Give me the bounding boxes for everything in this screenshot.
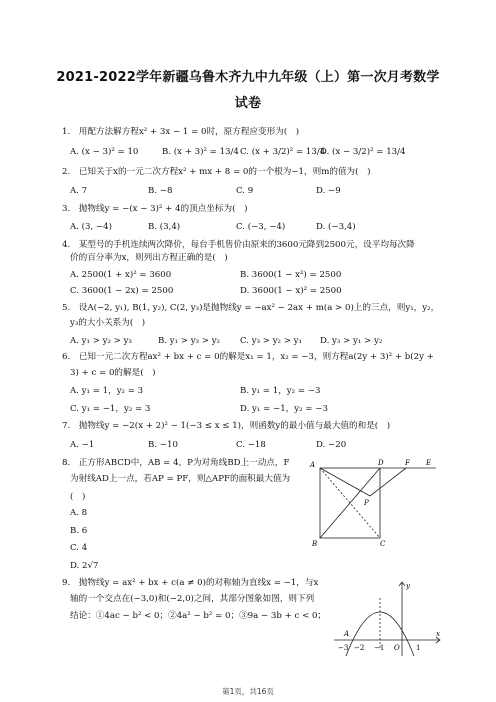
q5-option-b: B. y₁ > y₃ > y₂ — [158, 336, 221, 346]
label-e: E — [426, 459, 432, 467]
question-5-stem-line2: y₃的大小关系为( ) — [70, 318, 146, 328]
q7-option-c: C. −18 — [236, 440, 266, 450]
question-5-stem-line1: 5. 设A(−2, y₁), B(1, y₂), C(2, y₃)是抛物线y = −ax² − 2ax + m(a > 0)上的三点，则y₁，y₂， — [62, 303, 440, 313]
q5-option-a: A. y₁ > y₂ > y₃ — [70, 336, 132, 346]
question-8-stem-line1: 8. 正方形ABCD中，AB = 4，P为对角线BD上一动点，F — [62, 458, 290, 468]
question-2-stem: 2. 已知关于x的一元二次方程x² + mx + 8 = 0的一个根为−1，则m的值为( ) — [62, 167, 371, 177]
question-4-stem-line1: 4. 某型号的手机连续两次降价，每台手机售价由原来的3600元降到2500元，设平均每次降 — [62, 240, 415, 250]
q1-option-c: C. (x + 3/2)² = 13/4 — [240, 147, 326, 157]
tick-1: 1 — [416, 644, 421, 652]
q8-option-d: D. 2√7 — [70, 561, 99, 571]
q8-option-b: B. 6 — [70, 526, 88, 536]
q6-option-c: C. y₁ = −1，y₂ = 3 — [70, 404, 151, 414]
q4-option-c: C. 3600(1 − 2x) = 2500 — [70, 286, 174, 296]
question-9-stem-line3: 结论：①4ac − b² < 0；②4a² − b² = 0；③9a − 3b + c < 0； — [70, 611, 327, 621]
q3-option-b: B. (3,4) — [148, 222, 181, 232]
tick-minus-3: −3 — [338, 644, 349, 652]
q1-option-b: B. (x + 3)² = 13/4 — [162, 147, 239, 157]
label-point-a: A — [344, 630, 350, 638]
exam-title-line1: 2021-2022学年新疆乌鲁木齐九中九年级（上）第一次月考数学 — [56, 70, 440, 85]
q4-option-d: D. 3600(1 − x)² = 2500 — [240, 286, 342, 296]
q8-option-a: A. 8 — [70, 508, 88, 518]
q1-option-d: D. (x − 3/2)² = 13/4 — [320, 147, 406, 157]
q6-option-d: D. y₁ = −1，y₂ = −3 — [240, 404, 328, 414]
q5-option-d: D. y₃ > y₁ > y₂ — [320, 336, 383, 346]
q2-option-c: C. 9 — [236, 186, 254, 196]
q5-option-c: C. y₃ > y₂ > y₁ — [240, 336, 302, 346]
question-9-stem-line2: 轴的一个交点在(−3,0)和(−2,0)之间，其部分图象如图，则下列 — [70, 594, 315, 604]
label-c: C — [380, 540, 386, 548]
tick-minus-2: −2 — [354, 644, 365, 652]
label-origin: O — [394, 644, 400, 652]
label-f: F — [405, 459, 410, 467]
question-6-stem-line2: 3) + c = 0的解是( ) — [70, 368, 156, 378]
question-8-stem-line3: ( ) — [70, 492, 86, 502]
label-p: P — [364, 499, 369, 507]
exam-title-line2: 试卷 — [234, 96, 262, 111]
tick-minus-1: −1 — [374, 644, 385, 652]
q7-option-d: D. −20 — [316, 440, 347, 450]
label-x: x — [436, 630, 440, 638]
q4-option-b: B. 3600(1 − x²) = 2500 — [240, 270, 342, 280]
q2-option-b: B. −8 — [148, 186, 173, 196]
q8-option-c: C. 4 — [70, 543, 88, 553]
q7-option-b: B. −10 — [148, 440, 178, 450]
q4-option-a: A. 2500(1 + x)² = 3600 — [70, 270, 172, 280]
question-8-stem-line2: 为射线AD上一点，若AP = PF，则△APF的面积最大值为 — [70, 474, 291, 484]
question-1-stem: 1. 用配方法解方程x² + 3x − 1 = 0时，原方程应变形为( ) — [62, 127, 300, 137]
question-3-stem: 3. 抛物线y = −(x − 3)² + 4的顶点坐标为( ) — [62, 204, 248, 214]
question-4-stem-line2: 价的百分率为x，则列出方程正确的是( ) — [70, 253, 228, 263]
question-6-stem-line1: 6. 已知一元二次方程ax² + bx + c = 0的解是x₁ = 1，x₂ = −3，则方程a(2y + 3)² + b(2y + — [62, 352, 434, 362]
q3-option-c: C. (−3, −4) — [236, 222, 286, 232]
segment-ap — [320, 468, 370, 496]
question-9-stem-line1: 9. 抛物线y = ax² + bx + c(a ≠ 0)的对称轴为直线x = −1，与x — [62, 578, 319, 588]
q3-option-a: A. (3, −4) — [70, 222, 112, 232]
q6-option-a: A. y₁ = 1，y₂ = 3 — [70, 386, 144, 396]
label-d: D — [378, 459, 384, 467]
q3-option-d: D. (−3,4) — [316, 222, 356, 232]
q2-option-a: A. 7 — [70, 186, 88, 196]
label-b: B — [312, 540, 318, 548]
q2-option-d: D. −9 — [316, 186, 341, 196]
label-y: y — [406, 582, 410, 590]
q1-option-a: A. (x − 3)² = 10 — [70, 147, 139, 157]
page-footer: 第1页，共16页 — [222, 687, 274, 696]
q7-option-a: A. −1 — [70, 440, 95, 450]
label-a: A — [310, 461, 316, 469]
square-abcd-figure — [308, 458, 442, 548]
parabola-figure — [332, 578, 444, 658]
q6-option-b: B. y₁ = 1，y₂ = −3 — [240, 386, 321, 396]
question-7-stem: 7. 抛物线y = −2(x + 2)² − 1(−3 ≤ x ≤ 1)，则函数y的最小值与最大值的和是( ) — [62, 421, 391, 431]
segment-pf — [370, 468, 406, 496]
